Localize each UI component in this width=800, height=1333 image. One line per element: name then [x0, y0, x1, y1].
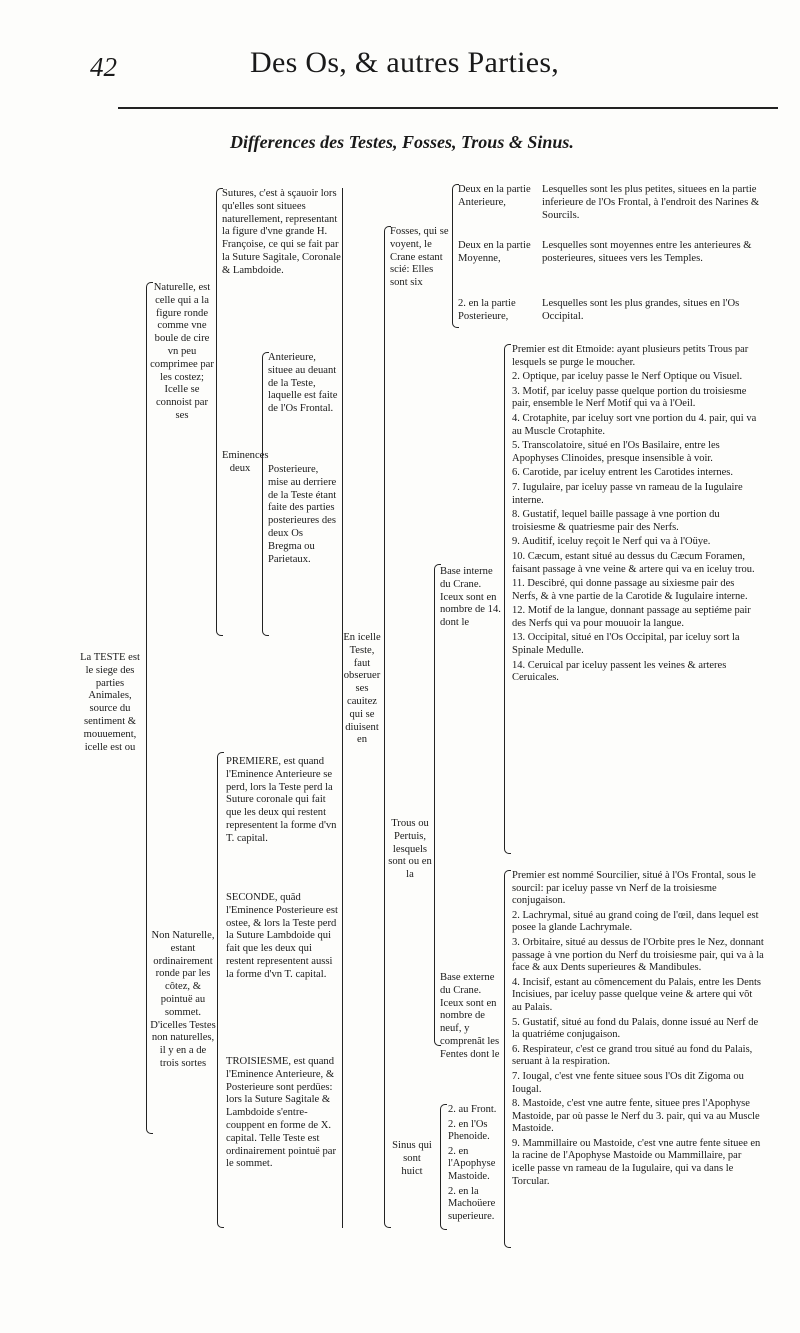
- list-item: 2. en la Machoüere superieure.: [448, 1185, 496, 1222]
- list-item: 6. Respirateur, c'est ce grand trou situé au fond du Palais, seruant à la respiration.: [512, 1043, 753, 1068]
- non-naturelle-text: Non Naturelle, estant ordinairement ronde par les côtez, & pointuë au sommet. D'icelles Testes non naturelles, il y en a de trois sortes: [150, 930, 216, 1069]
- header-rule: [118, 107, 778, 109]
- list-item: 10. Cæcum, estant situé au dessus du Cæcum Foramen, faisant passage à vne veine & artere qui va en iceluy trou.: [512, 550, 755, 575]
- list-item: 2. en l'Os Phenoide.: [448, 1118, 490, 1143]
- page-number: 42: [90, 52, 117, 82]
- premiere-text: PREMIERE, est quand l'Eminence Anterieure se perd, lors la Teste perd la Suture coronale qui fait que les deux qui restent representent la forme d'vn T. capital.: [226, 756, 337, 844]
- list-item: 3. Orbitaire, situé au dessus de l'Orbite pres le Nez, donnant passage à vne portion du Nerf du troisiesme pair, qui va à la face & aux Dents superieures & Mandibules.: [512, 936, 764, 974]
- seconde-text: SECONDE, quãd l'Eminence Posterieure est ostee, & lors la Teste perd la Suture Lambdoide qui fait que les deux qui restent representent aussi la forme d'vn T. capital.: [226, 892, 338, 980]
- list-item: 2. Lachrymal, situé au grand coing de l'œil, dans lequel est posee la glande Lachrymale.: [512, 909, 759, 934]
- running-title: Des Os, & autres Parties,: [250, 46, 560, 79]
- list-item: 9. Mammillaire ou Mastoide, c'est vne autre fente situee en la racine de l'Apophyse Mastoide ou Mammillaire, par icelle passe vn rameau de la Iugulaire, qui va dans le Torcular.: [512, 1137, 761, 1187]
- list-item: 2. au Front.: [448, 1104, 497, 1115]
- list-item: 2. en l'Apophyse Mastoide.: [448, 1145, 496, 1182]
- cavites-brace: [384, 226, 391, 1228]
- list-item: 5. Transcolatoire, situé en l'Os Basilaire, entre les Apophyses Clinoides, presque insensible à voir.: [512, 440, 720, 464]
- list-item: 3. Motif, par iceluy passe quelque portion du troisiesme pair, ensemble le Nerf Motif qui va à l'Oeil.: [512, 385, 747, 410]
- sinus-brace: [440, 1104, 447, 1230]
- list-item: 14. Ceruical par iceluy passent les veines & arteres Ceruicales.: [512, 659, 727, 684]
- fosse-moyenne-where: Deux en la partie Moyenne,: [458, 240, 531, 264]
- sinus-text: Sinus qui sont huict: [392, 1140, 432, 1177]
- list-item: 11. Descibré, qui donne passage au sixiesme pair des Nerfs, & à vne partie de la Carotide & Iugulaire interne.: [512, 578, 748, 602]
- naturelle-text: Naturelle, est celle qui a la figure ronde comme vne boule de cire vn peu comprimee par les costez; Icelle se connoist par ses: [150, 282, 214, 421]
- troisiesme-text: TROISIESME, est quand l'Eminence Anterieure, & Posterieure sont perdües: lors la Suture Sagitale & Lambdoide s'entre-couppent en forme de X. capital. Telle Teste est ordinairement pointuë par le sommet.: [226, 1056, 337, 1170]
- fosse-posterieure-desc: Lesquelles sont les plus grandes, situes en l'Os Occipital.: [542, 298, 740, 322]
- eminence-anterieure-text: Anterieure, situee au deuant de la Teste, laquelle est faite de l'Os Frontal.: [268, 352, 338, 415]
- base-externe-text: Base externe du Crane. Iceux sont en nombre de neuf, y comprenãt les Fentes dont le: [440, 972, 500, 1060]
- list-item: Premier est dit Etmoide: ayant plusieurs petits Trous par lesquels se purge le moucher.: [512, 344, 749, 368]
- base-externe-brace: [504, 870, 511, 1248]
- base-interne-text: Base interne du Crane. Iceux sont en nombre de 14. dont le: [440, 566, 501, 629]
- eminences-label: Eminences deux: [222, 450, 269, 474]
- list-item: 8. Gustatif, lequel baille passage à vne portion du troisiesme & quatriesme pair des Nerfs.: [512, 509, 720, 533]
- en-icelle-text: En icelle Teste, faut obseruer ses cauitez qui se diuisent en: [343, 632, 381, 746]
- list-item: 12. Motif de la langue, donnant passage au septiéme pair des Nerfs qui va pour mouuoir la langue.: [512, 605, 751, 629]
- list-item: 7. Iougal, c'est vne fente situee sous l'Os dit Zigoma ou Iougal.: [512, 1070, 744, 1095]
- sutures-text: Sutures, c'est à sçauoir lors qu'elles sont situees naturellement, representant la figure d'vne grande H. Françoise, ce qui se fait par la Suture Sagitale, Coronale & Lambdoide.: [222, 188, 341, 276]
- fosse-anterieure-where: Deux en la partie Anterieure,: [458, 184, 531, 208]
- base-interne-brace: [504, 344, 511, 854]
- base-externe-list: [512, 870, 764, 1190]
- fosse-posterieure-where: 2. en la partie Posterieure,: [458, 298, 516, 322]
- section-subtitle: Differences des Testes, Fosses, Trous & Sinus.: [230, 132, 574, 152]
- list-item: 9. Auditif, iceluy reçoit le Nerf qui va à l'Oüye.: [512, 536, 711, 548]
- list-item: 4. Incisif, estant au cõmencement du Palais, entre les Dents Incisiues, par iceluy passe quelque veine & artere qui võt au Palais.: [512, 976, 762, 1013]
- fosse-moyenne-desc: Lesquelles sont moyennes entre les anterieures & posterieures, situees vers les Temples.: [542, 240, 752, 264]
- teste-root-text: La TESTE est le siege des parties Animales, source du sentiment & mouuement, icelle est ou: [80, 652, 140, 753]
- list-item: 13. Occipital, situé en l'Os Occipital, par iceluy sort la Spinale Medulle.: [512, 632, 740, 657]
- list-item: 5. Gustatif, situé au fond du Palais, donne issué au Nerf de la quatriéme conjugaison.: [512, 1016, 759, 1041]
- base-interne-list: [512, 344, 762, 687]
- list-item: Premier est nommé Sourcilier, situé à l'Os Frontal, sous le sourcil: par iceluy passe vn Nerf de la troisiesme conjugaison.: [512, 870, 756, 907]
- eminence-posterieure-text: Posterieure, mise au derriere de la Teste étant faite des parties posterieures des deux Os Bregma ou Parietaux.: [268, 464, 337, 565]
- list-item: 6. Carotide, par iceluy entrent les Carotides internes.: [512, 467, 734, 479]
- list-item: 8. Mastoide, c'est vne autre fente, situee pres l'Apophyse Mastoide, par où passe le Nerf du 3. pair, qui va au Muscle Mastoide.: [512, 1098, 760, 1135]
- non-naturelle-brace: [217, 752, 224, 1228]
- fosses-text: Fosses, qui se voyent, le Crane estant scié: Elles sont six: [390, 226, 449, 289]
- trous-text: Trous ou Pertuis, lesquels sont ou en la: [388, 818, 432, 881]
- fosse-anterieure-desc: Lesquelles sont les plus petites, situees en la partie inferieure de l'Os Frontal, à l'endroit des Narines & Sourcils.: [542, 184, 760, 221]
- list-item: 7. Iugulaire, par iceluy passe vn rameau de la Iugulaire interne.: [512, 481, 743, 506]
- list-item: 4. Crotaphite, par iceluy sort vne portion du 4. pair, qui va au Muscle Crotaphite.: [512, 412, 757, 437]
- list-item: 2. Optique, par iceluy passe le Nerf Optique ou Visuel.: [512, 371, 743, 383]
- sinus-list: [448, 1104, 504, 1225]
